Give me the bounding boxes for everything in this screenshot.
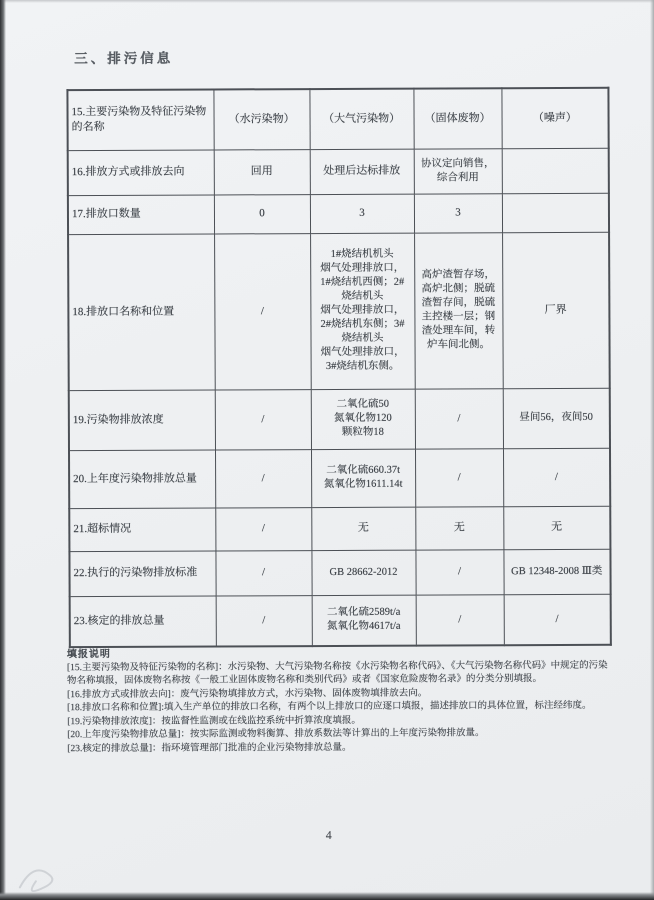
table-row: [69, 448, 610, 508]
table-cell: [502, 148, 609, 193]
table-row: [67, 88, 608, 150]
table-cell: 高炉渣暂存场，高炉北侧；脱硫渣暂存间，脱硫主控楼一层；钢渣处理车间，转炉车间北侧。: [414, 232, 503, 388]
table-cell: /: [214, 233, 311, 389]
section-title: 三、排污信息: [74, 50, 174, 67]
table-row: [68, 232, 610, 390]
table-cell: [502, 193, 609, 232]
handwritten-mark: [8, 839, 78, 899]
row-label: 21.超标情况: [69, 507, 215, 551]
table-cell: 回用: [214, 149, 310, 194]
note-item: [23.核定的排放总量]：指环境管理部门批准的企业污染物排放总量。: [67, 742, 352, 754]
table-cell: /: [215, 449, 311, 507]
table-cell: 3: [414, 193, 502, 232]
page-number: 4: [325, 827, 332, 843]
table-cell: 二氧化硫660.37t 氮氧化物1611.14t: [311, 449, 415, 507]
table-cell: 0: [214, 194, 310, 233]
table-cell: 无: [415, 506, 503, 549]
table-cell: GB 12348-2008 Ⅲ类: [503, 549, 610, 594]
table-cell: （水污染物）: [213, 89, 309, 149]
table-row: [69, 549, 610, 596]
table-cell: /: [416, 594, 504, 645]
table-cell: 昼间56，夜间50: [503, 388, 610, 448]
table-row: [68, 193, 609, 234]
note-item: [19.污染物排放浓度]：按监督性监测或在线监控系统中折算浓度填报。: [67, 715, 361, 727]
row-label: 22.执行的污染物排放标准: [69, 550, 215, 596]
table-row: [70, 594, 611, 647]
pollution-info-table: [66, 87, 611, 648]
table-cell: （固体废物）: [413, 88, 501, 148]
table-cell: /: [415, 388, 503, 448]
table-cell: /: [215, 389, 311, 449]
table-cell: /: [215, 550, 311, 595]
note-item: [15.主要污染物及特征污染物的名称]：水污染物、大气污染物名称按《水污染物名称代码》、《大气污染物名称代码》中规定的污染物名称填报，固体废物名称按《一般工业固体废物名称和类别代码》或者《国家危险废物名录》的分类分别填报。: [66, 660, 608, 687]
table-row: [69, 506, 610, 551]
table-row: [69, 388, 610, 450]
table-cell: （大气污染物）: [309, 89, 413, 149]
table-cell: 协议定向销售，综合利用: [414, 148, 502, 193]
table-cell: 无: [503, 506, 610, 549]
table-cell: GB 28662-2012: [311, 550, 415, 595]
table-cell: /: [215, 507, 311, 550]
row-label: 16.排放方式或排放去向: [68, 149, 214, 195]
table-cell: 1#烧结机机头 烟气处理排放口， 1#烧结机西侧；2# 烧结机头 烟气处理排放口， 2#烧结机东侧；3# 烧结机头 烟气处理排放口， 3#烧结机东侧。: [310, 233, 415, 389]
note-item: [18.排放口名称和位置]:填入生产单位的排放口名称，有两个以上排放口的应逐口填报，描述排放口的具体位置，标注经纬度。: [67, 700, 592, 714]
table-row: [68, 148, 609, 195]
table-cell: /: [503, 448, 610, 506]
table-cell: 二氧化硫2589t/a 氮氧化物4617t/a: [312, 595, 416, 646]
table-cell: 无: [311, 507, 415, 550]
notes-heading: 填报说明: [66, 648, 111, 661]
table-cell: /: [415, 448, 503, 506]
table-cell: 处理后达标排放: [310, 149, 414, 194]
row-label: 20.上年度污染物排放总量: [69, 449, 215, 508]
row-label: 18.排放口名称和位置: [68, 233, 215, 390]
table-cell: /: [504, 594, 611, 645]
row-label: 19.污染物排放浓度: [69, 389, 215, 450]
table-cell: 二氧化硫50 氮氧化物120 颗粒物18: [311, 389, 415, 449]
table-cell: （噪声）: [501, 88, 608, 148]
table-cell: /: [216, 595, 312, 646]
row-label: 23.核定的排放总量: [70, 595, 216, 647]
table-cell: 厂界: [502, 232, 610, 388]
row-label: 15.主要污染物及特征污染物的名称: [67, 89, 213, 150]
note-item: [20.上年度污染物排放总量]：按实际监测或物料衡算、排放系数法等计算出的上年度污染物排放量。: [67, 728, 485, 741]
filing-notes: [67, 646, 615, 756]
table-cell: 3: [310, 194, 414, 233]
table-cell: /: [415, 549, 503, 594]
row-label: 17.排放口数量: [68, 194, 214, 234]
note-item: [16.排放方式或排放去向]：废气污染物填排放方式，水污染物、固体废物填排放去向。: [67, 688, 428, 700]
